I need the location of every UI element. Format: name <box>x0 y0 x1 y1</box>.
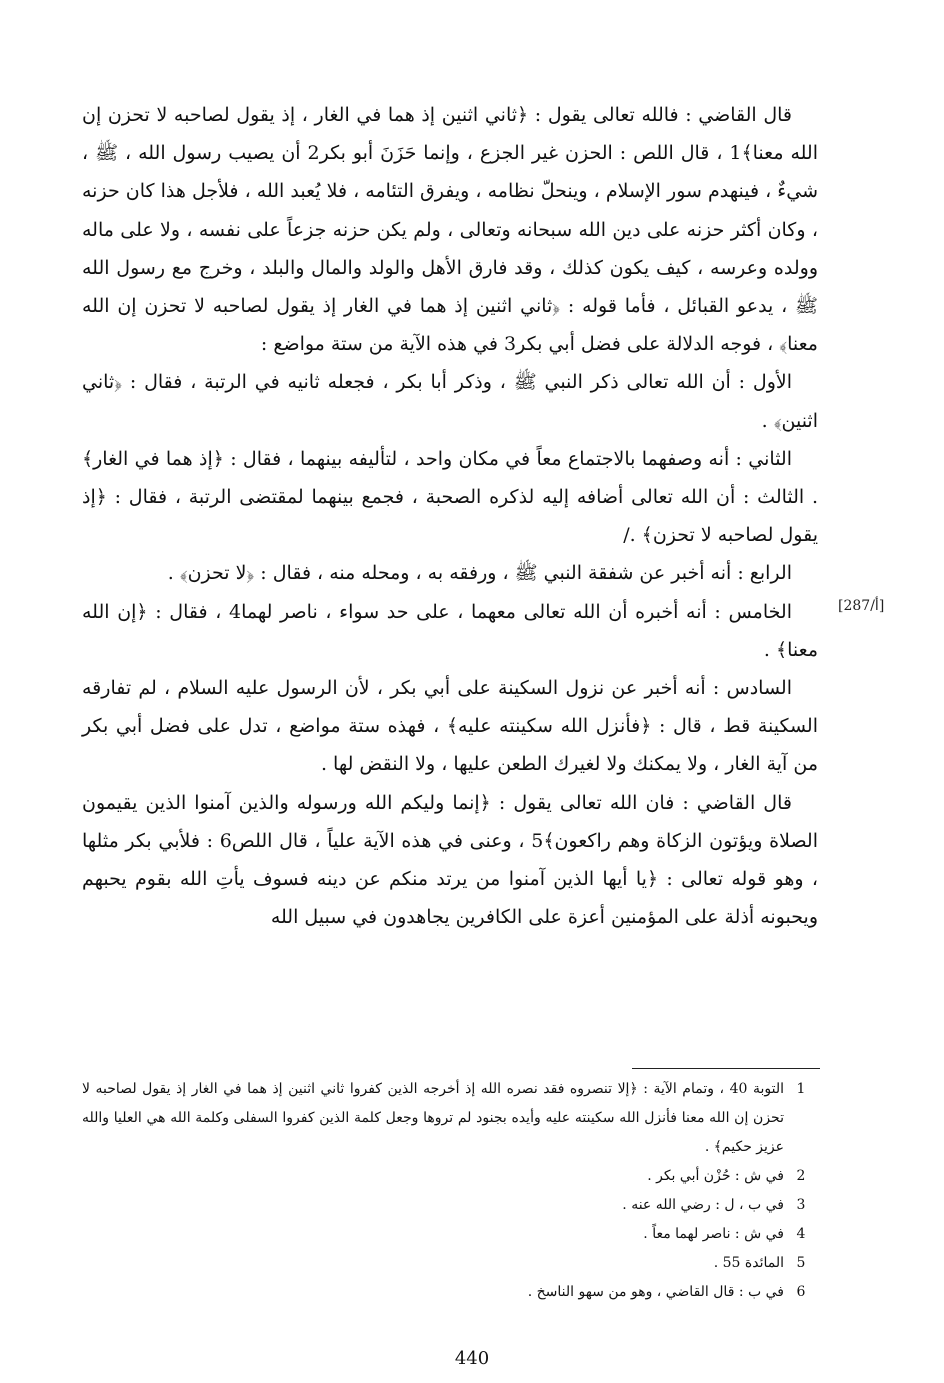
footnote-number: 5 <box>796 1255 806 1271</box>
footnote-number: 3 <box>796 1197 806 1213</box>
footnote-number: 1 <box>796 1081 806 1097</box>
footnote <box>82 1191 818 1220</box>
footnote-text: التوبة 40 ، وتمام الآية : ﴿إلا تنصروه فقد نصره الله إذ أخرجه الذين كفروا ثاني اثنين إذ هما في الغار إذ يقول لصاحبه لا تحزن إن الله معنا فأنزل الله سكينته عليه وأيده بجنود لم تروها وجعل كلمة الذين كفروا السفلى وكلمة الله هي العليا والله عزيز حكيم﴾ . <box>82 1081 785 1155</box>
footnote-separator <box>632 1068 820 1069</box>
footnote <box>82 1249 818 1278</box>
paragraph-1: قال القاضي : فالله تعالى يقول : ﴿ثاني اثنين إذ هما في الغار ، إذ يقول لصاحبه لا تحزن إن الله معنا﴾1 ، قال اللص : الحزن غير الجزع ، وإنما حَزَنَ أبو بكر2 أن يصيب رسول الله ، ﷺ ، شيءٌ ، فينهدم سور الإسلام ، وينحلّ نظامه ، ويفرق التئامه ، فلا يُعبد الله ، فلأجل هذا كان حزنه ، وكان أكثر حزنه على دين الله سبحانه وتعالى ، ولم يكن حزنه جزعاً على نفسه ، ولا على ماله وولده وعرسه ، كيف يكون كذلك ، وقد فارق الأهل والولد والمال والبلد ، وخرج مع رسول الله ﷺ ، يدعو القبائل ، فأما قوله : ﴿ثاني اثنين إذ هما في الغار إذ يقول لصاحبه لا تحزن إن الله معنا﴾ ، فوجه الدلالة على فضل أبي بكر3 في هذه الآية من ستة مواضع : <box>82 104 818 356</box>
main-text <box>82 96 818 936</box>
footnote-number: 2 <box>796 1168 806 1184</box>
footnote <box>82 1220 818 1249</box>
paragraph-5: الخامس : أنه أخبره أن الله تعالى معهما ، على حد سواء ، ناصر لهما4 ، فقال : ﴿إن الله معنا﴾ . <box>82 600 818 661</box>
footnote-text: في ب : قال القاضي ، وهو من سهو الناسخ . <box>527 1284 784 1300</box>
footnote-text: في ب ، ل : رضي الله عنه . <box>622 1197 784 1213</box>
footnote <box>82 1162 818 1191</box>
footnote <box>82 1075 818 1162</box>
paragraph-4: الرابع : أنه أخبر عن شفقة النبي ﷺ ، ورفقه به ، ومحله منه ، فقال : ﴿لا تحزن﴾ . <box>167 562 792 585</box>
margin-folio-note: [أ/287] <box>838 598 885 614</box>
footnote-text: في ش : ناصر لهما معاً . <box>643 1226 784 1242</box>
paragraph-2: الأول : أن الله تعالى ذكر النبي ﷺ ، وذكر أبا بكر ، فجعله ثانيه في الرتبة ، فقال : ﴿ثاني اثنين﴾ . <box>82 371 818 432</box>
footnote-number: 4 <box>796 1226 806 1242</box>
paragraph-6: السادس : أنه أخبر عن نزول السكينة على أبي بكر ، لأن الرسول عليه السلام ، لم تفارقه السكينة قط ، قال : ﴿فأنزل الله سكينته عليه﴾ ، فهذه ستة مواضع ، تدل على فضل أبي بكر من آية الغار ، ولا يمكنك ولا لغيرك الطعن عليها ، ولا النقض لها . <box>82 677 818 776</box>
footnote-number: 6 <box>796 1284 806 1300</box>
paragraph-7: قال القاضي : فان الله تعالى يقول : ﴿إنما وليكم الله ورسوله والذين آمنوا الذين يقيمون الصلاة ويؤتون الزكاة وهم راكعون﴾5 ، وعنى في هذه الآية علياً ، قال اللص6 : فلأبي بكر مثلها ، وهو قوله تعالى : ﴿يا أيها الذين آمنوا من يرتد منكم عن دينه فسوف يأتِ الله بقوم يحبهم ويحبونه أذلة على المؤمنين أعزة على الكافرين يجاهدون في سبيل الله <box>82 791 818 929</box>
footnotes <box>82 1075 818 1307</box>
page-number: 440 <box>454 1348 490 1369</box>
footnote-text: المائدة 55 . <box>713 1255 784 1271</box>
paragraph-3: الثاني : أنه وصفهما بالاجتماع معاً في مكان واحد ، لتأليفه بينهما ، فقال : ﴿إذ هما في الغار﴾ . الثالث : أن الله تعالى أضافه إليه لذكره الصحبة ، فجمع بينهما لمقتضى الرتبة ، فقال : ﴿إذ يقول لصاحبه لا تحزن﴾ ./ <box>82 447 818 547</box>
footnote-text: في ش : حُزْن أبي بكر . <box>647 1168 784 1184</box>
footnote <box>82 1278 818 1307</box>
